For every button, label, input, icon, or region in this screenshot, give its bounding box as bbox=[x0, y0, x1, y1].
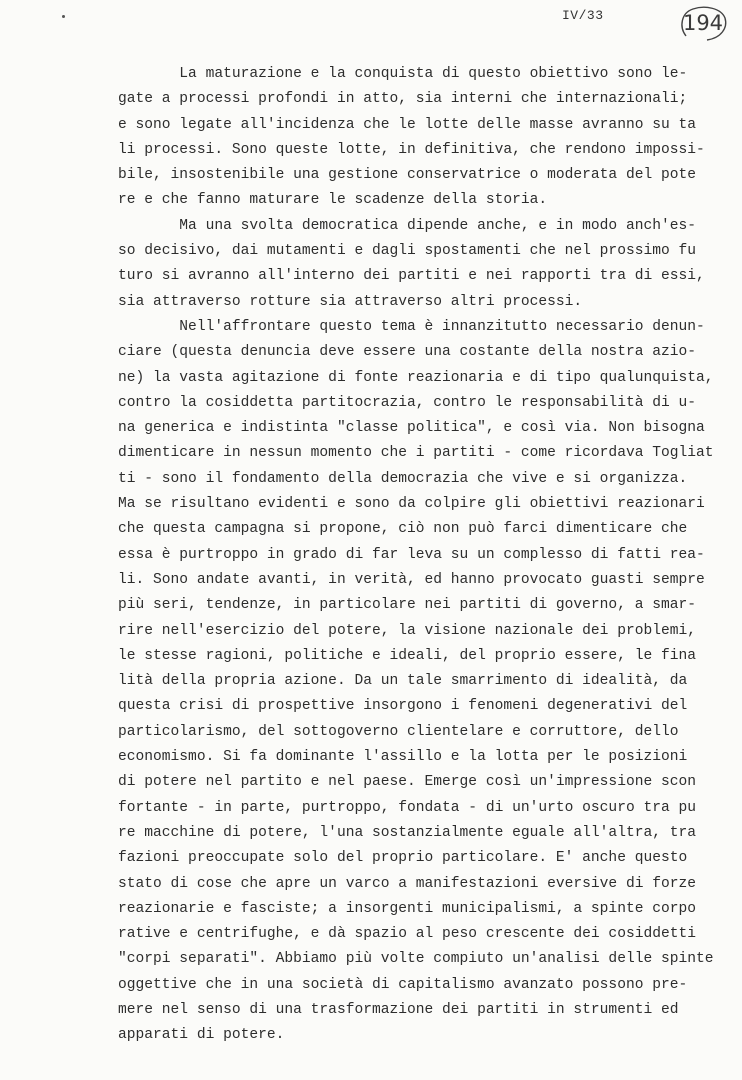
text-line: na generica e indistinta "classe politica", e così via. Non bisogna bbox=[118, 420, 705, 437]
text-line: rire nell'esercizio del potere, la visione nazionale dei problemi, bbox=[118, 622, 697, 639]
text-line: questa crisi di prospettive insorgono i fenomeni degenerativi del bbox=[118, 698, 688, 715]
text-line: ne) la vasta agitazione di fonte reazionaria e di tipo qualunquista, bbox=[118, 369, 714, 386]
text-line: dimenticare in nessun momento che i partiti - come ricordava Togliat bbox=[118, 445, 714, 462]
text-line: re e che fanno maturare le scadenze della storia. bbox=[118, 192, 548, 209]
margin-dot bbox=[62, 15, 65, 18]
text-line: lità della propria azione. Da un tale smarrimento di idealità, da bbox=[118, 673, 688, 690]
text-line: "corpi separati". Abbiamo più volte compiuto un'analisi delle spinte bbox=[118, 951, 714, 968]
text-line: stato di cose che apre un varco a manifestazioni eversive di forze bbox=[118, 875, 697, 892]
text-line: oggettive che in una società di capitalismo avanzato possono pre- bbox=[118, 976, 688, 993]
text-line: turo si avranno all'interno dei partiti e nei rapporti tra di essi, bbox=[118, 268, 705, 285]
text-line: fazioni preoccupate solo del proprio particolare. E' anche questo bbox=[118, 850, 688, 867]
document-body bbox=[118, 62, 718, 1049]
text-line: Ma una svolta democratica dipende anche, e in modo anch'es- bbox=[118, 217, 697, 234]
text-line: fortante - in parte, purtroppo, fondata - di un'urto oscuro tra pu bbox=[118, 799, 697, 816]
text-line: e sono legate all'incidenza che le lotte delle masse avranno su ta bbox=[118, 116, 697, 133]
text-line: li processi. Sono queste lotte, in definitiva, che rendono impossi- bbox=[118, 141, 705, 158]
text-line: Nell'affrontare questo tema è innanzitutto necessario denun- bbox=[118, 318, 705, 335]
text-line: gate a processi profondi in atto, sia interni che internazionali; bbox=[118, 91, 688, 108]
text-line: le stesse ragioni, politiche e ideali, del proprio essere, le fina bbox=[118, 647, 697, 664]
text-line: particolarismo, del sottogoverno clientelare e corruttore, dello bbox=[118, 723, 679, 740]
text-line: Ma se risultano evidenti e sono da colpire gli obiettivi reazionari bbox=[118, 496, 705, 513]
text-line: li. Sono andate avanti, in verità, ed hanno provocato guasti sempre bbox=[118, 571, 705, 588]
text-line: La maturazione e la conquista di questo obiettivo sono le- bbox=[118, 66, 688, 82]
text-line: ciare (questa denuncia deve essere una costante della nostra azio- bbox=[118, 344, 697, 361]
text-line: reazionarie e fasciste; a insorgenti municipalismi, a spinte corpo bbox=[118, 900, 697, 917]
text-line: economismo. Si fa dominante l'assillo e la lotta per le posizioni bbox=[118, 749, 688, 766]
text-line: contro la cosiddetta partitocrazia, contro le responsabilità di u- bbox=[118, 394, 697, 411]
text-line: ti - sono il fondamento della democrazia che vive e si organizza. bbox=[118, 470, 688, 487]
text-line: re macchine di potere, l'una sostanzialmente eguale all'altra, tra bbox=[118, 824, 697, 841]
page-reference: IV/33 bbox=[562, 8, 604, 23]
page-number: 194 bbox=[682, 11, 724, 35]
text-line: bile, insostenibile una gestione conservatrice o moderata del pote bbox=[118, 167, 697, 184]
text-line: che questa campagna si propone, ciò non può farci dimenticare che bbox=[118, 521, 688, 538]
page-number-stamp bbox=[681, 7, 725, 39]
text-line: rative e centrifughe, e dà spazio al peso crescente dei cosiddetti bbox=[118, 926, 697, 943]
text-line: di potere nel partito e nel paese. Emerge così un'impressione scon bbox=[118, 774, 697, 791]
stamp-circle-icon bbox=[677, 5, 729, 43]
text-line: so decisivo, dai mutamenti e dagli spostamenti che nel prossimo fu bbox=[118, 243, 697, 260]
text-line: mere nel senso di una trasformazione dei partiti in strumenti ed bbox=[118, 1001, 679, 1018]
text-line: essa è purtroppo in grado di far leva su un complesso di fatti rea- bbox=[118, 546, 705, 563]
text-line: più seri, tendenze, in particolare nei partiti di governo, a smar- bbox=[118, 597, 697, 614]
text-line: apparati di potere. bbox=[118, 1027, 285, 1044]
text-line: sia attraverso rotture sia attraverso altri processi. bbox=[118, 293, 583, 310]
